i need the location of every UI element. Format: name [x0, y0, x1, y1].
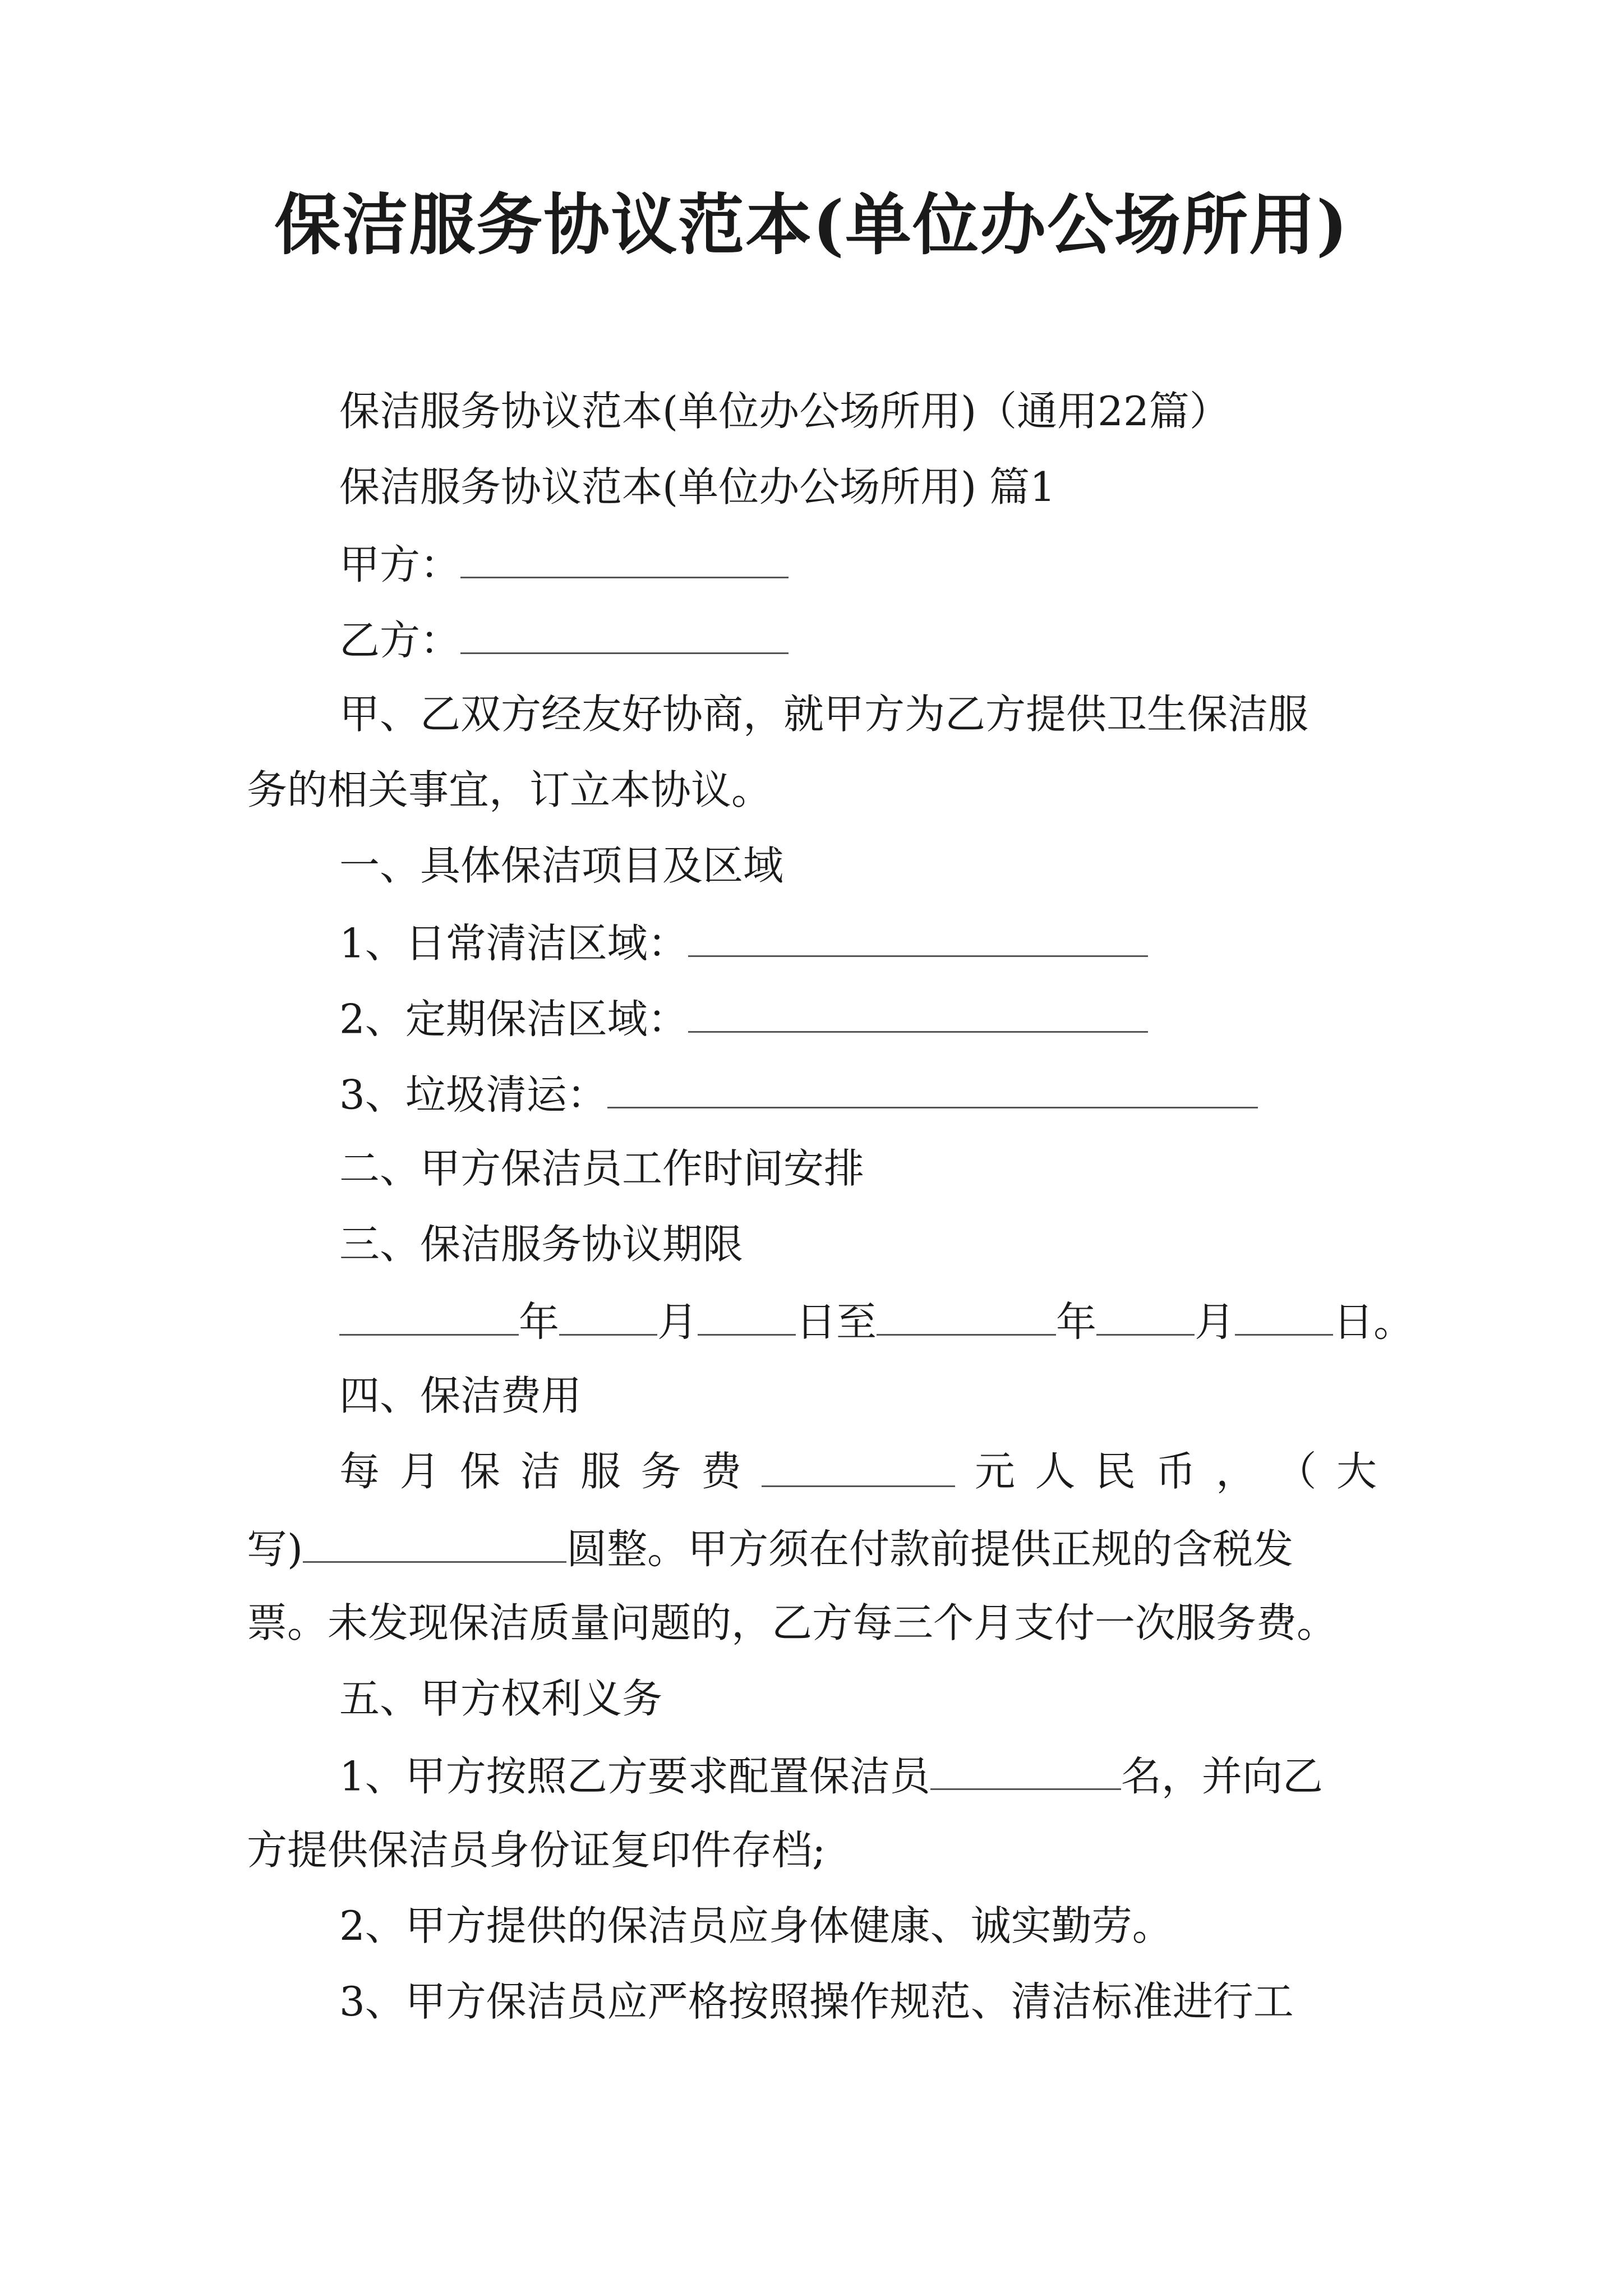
fee-char: 每: [339, 1448, 380, 1495]
section-1-item-2-label: 2、定期保洁区域：: [339, 995, 688, 1043]
start-year-label: 年: [519, 1298, 560, 1346]
document-title: 保洁服务协议范本(单位办公场所用): [274, 186, 1349, 264]
party-b-blank: [460, 614, 789, 654]
section-1-heading: 一、具体保洁项目及区域: [339, 842, 784, 889]
intro-paragraph-line-2: 务的相关事宜，订立本协议。: [247, 766, 772, 813]
intro-paragraph-line-1: 甲、乙双方经友好协商，就甲方为乙方提供卫生保洁服: [339, 691, 1309, 738]
start-month-blank: [559, 1296, 657, 1336]
end-day-label: 日。: [1333, 1298, 1414, 1346]
cleaner-count-blank: [930, 1750, 1121, 1790]
fee-char: 保: [460, 1448, 501, 1495]
party-b-line: [339, 614, 789, 665]
section-1-item-2: [339, 993, 1148, 1043]
fee-char: 费: [701, 1448, 742, 1495]
section-1-item-3-blank: [607, 1069, 1258, 1108]
fee-char: 务: [640, 1448, 681, 1495]
end-month-blank: [1096, 1296, 1195, 1336]
section-1-item-1-blank: [688, 917, 1148, 957]
section-1-item-2-blank: [688, 993, 1148, 1033]
fee-char: 币: [1155, 1448, 1196, 1495]
section-5-item-1: [339, 1750, 1323, 1801]
section-1-item-1-label: 1、日常清洁区域：: [339, 919, 688, 967]
start-month-label: 月: [657, 1298, 698, 1346]
section-4-heading: 四、保洁费用: [339, 1372, 582, 1419]
fee-char: 人: [1035, 1448, 1076, 1495]
section-5-item-3: 3、甲方保洁员应严格按照操作规范、清洁标准进行工: [339, 1978, 1294, 2025]
uppercase-amount-label: 写): [247, 1525, 303, 1573]
start-day-label: 日至: [796, 1298, 877, 1346]
section-5-heading: 五、甲方权利义务: [339, 1675, 663, 1722]
section-3-date-line: [339, 1296, 1414, 1346]
section-3-heading: 三、保洁服务协议期限: [339, 1221, 744, 1268]
party-a-blank: [460, 539, 789, 578]
fee-char: 服: [580, 1448, 621, 1495]
section-5-item-1-text: 1、甲方按照乙方要求配置保洁员: [339, 1752, 930, 1800]
end-year-label: 年: [1056, 1298, 1097, 1346]
chapter-heading: 保洁服务协议范本(单位办公场所用) 篇1: [339, 463, 1055, 510]
section-1-item-3: [339, 1069, 1258, 1119]
monthly-fee-blank: [762, 1447, 955, 1487]
fee-char: 洁: [520, 1448, 561, 1495]
section-5-item-2: 2、甲方提供的保洁员应身体健康、诚实勤劳。: [339, 1902, 1173, 1949]
end-month-label: 月: [1195, 1298, 1235, 1346]
fee-line-2-text: 圆整。甲方须在付款前提供正规的含税发: [566, 1525, 1294, 1573]
party-a-label: 甲方：: [339, 541, 461, 588]
section-4-fee-line-1: [339, 1447, 1377, 1496]
end-year-blank: [877, 1296, 1056, 1336]
section-5-item-1-line-2: 方提供保洁员身份证复印件存档;: [247, 1826, 826, 1874]
fee-char: （: [1276, 1448, 1317, 1495]
start-day-blank: [698, 1296, 796, 1336]
party-a-line: [339, 539, 789, 589]
section-4-fee-line-3: 票。未发现保洁质量问题的，乙方每三个月支付一次服务费。: [247, 1599, 1338, 1646]
fee-char: 大: [1336, 1448, 1377, 1495]
end-day-blank: [1235, 1296, 1333, 1336]
uppercase-amount-blank: [303, 1523, 566, 1563]
section-1-item-3-label: 3、垃圾清运：: [339, 1071, 607, 1119]
subtitle-line: 保洁服务协议范本(单位办公场所用)（通用22篇）: [339, 388, 1230, 435]
fee-char: ，: [1215, 1448, 1256, 1495]
fee-char: 元: [974, 1448, 1015, 1495]
fee-char: 民: [1095, 1448, 1136, 1495]
section-5-item-1-end: 名，并向乙: [1121, 1752, 1323, 1800]
start-year-blank: [339, 1296, 519, 1336]
section-2-heading: 二、甲方保洁员工作时间安排: [339, 1145, 865, 1192]
section-1-item-1: [339, 917, 1148, 968]
fee-char: 月: [399, 1448, 440, 1495]
section-4-fee-line-2: [247, 1523, 1293, 1573]
party-b-label: 乙方：: [339, 616, 461, 664]
